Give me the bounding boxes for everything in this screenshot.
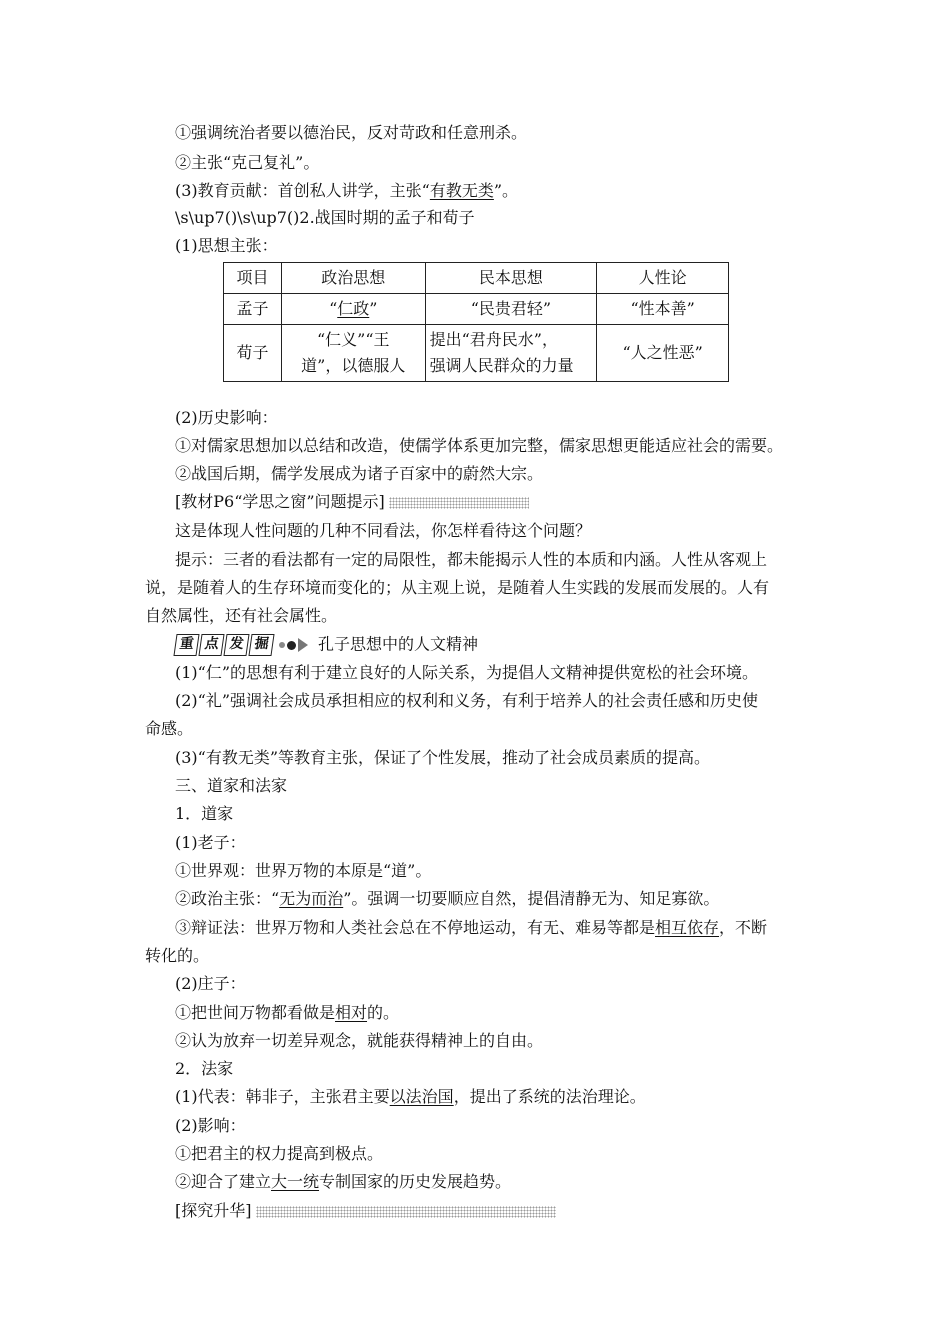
textbook-label: [教材P6“学思之窗”问题提示] <box>175 492 529 512</box>
paragraph: (3)教育贡献：首创私人讲学，主张“有教无类”。 <box>175 181 519 200</box>
thought-table <box>223 262 729 382</box>
table-header-row <box>224 263 729 294</box>
table-row <box>224 294 729 325</box>
paragraph: ①强调统治者要以德治民，反对苛政和任意刑杀。 <box>175 123 528 142</box>
subheading: 2．法家 <box>175 1059 234 1078</box>
subheading: 1．道家 <box>175 804 234 823</box>
paragraph: ②主张“克己复礼”。 <box>175 153 320 172</box>
table-row <box>224 325 729 382</box>
table-header: 项目 <box>224 263 282 294</box>
table-cell: “仁义”“王 道”，以德服人 <box>281 325 425 382</box>
underlined-term: 无为而治 <box>279 889 344 908</box>
table-cell: “人之性恶” <box>597 325 729 382</box>
focus-heading: 重 点 发 掘 孔子思想中的人文精神 <box>175 634 478 656</box>
paragraph: (1)“仁”的思想有利于建立良好的人际关系，为提倡人文精神提供宽松的社会环境。 <box>175 663 759 682</box>
table-header: 民本思想 <box>425 263 597 294</box>
paragraph: 命感。 <box>145 719 194 738</box>
dot-icon <box>287 641 296 650</box>
table-header: 政治思想 <box>281 263 425 294</box>
underlined-term: 大一统 <box>271 1172 320 1191</box>
table-cell: 孟子 <box>224 294 282 325</box>
dot-icon <box>279 642 285 648</box>
table-cell: “民贵君轻” <box>425 294 597 325</box>
table-header: 人性论 <box>597 263 729 294</box>
paragraph: ②战国后期，儒学发展成为诸子百家中的蔚然大宗。 <box>175 464 544 483</box>
paragraph: 自然属性，还有社会属性。 <box>145 606 338 625</box>
underlined-term: 相对 <box>335 1003 368 1022</box>
subheading: (2)影响： <box>175 1116 246 1135</box>
table-cell: 荀子 <box>224 325 282 382</box>
table-cell: “仁政” <box>281 294 425 325</box>
paragraph: 提示：三者的看法都有一定的局限性，都未能揭示人性的本质和内涵。人性从客观上 <box>175 550 768 569</box>
paragraph: 转化的。 <box>145 946 210 965</box>
dotted-rule <box>389 497 529 509</box>
heading: \s\up7()\s\up7()2.战国时期的孟子和荀子 <box>175 208 475 227</box>
paragraph: ②认为放弃一切差异观念，就能获得精神上的自由。 <box>175 1031 544 1050</box>
underlined-term: 仁政 <box>337 299 370 318</box>
section-title: 三、道家和法家 <box>175 776 288 795</box>
paragraph: ①对儒家思想加以总结和改造，使儒学体系更加完整，儒家思想更能适应社会的需要。 <box>175 436 784 455</box>
paragraph: ③辩证法：世界万物和人类社会总在不停地运动，有无、难易等都是相互依存，不断 <box>175 918 768 937</box>
paragraph: ①把世间万物都看做是相对的。 <box>175 1003 400 1022</box>
table-cell: “性本善” <box>597 294 729 325</box>
underlined-term: 相互依存 <box>655 918 720 937</box>
paragraph: 说，是随着人的生存环境而变化的；从主观上说，是随着人生实践的发展而发展的。人有 <box>145 578 770 597</box>
paragraph: ①把君主的权力提高到极点。 <box>175 1144 384 1163</box>
arrow-icon <box>298 638 308 652</box>
paragraph: 这是体现人性问题的几种不同看法，你怎样看待这个问题？ <box>175 521 592 540</box>
paragraph: (3)“有教无类”等教育主张，保证了个性发展，推动了社会成员素质的提高。 <box>175 748 711 767</box>
underlined-term: 以法治国 <box>389 1087 454 1106</box>
subheading: (1)思想主张： <box>175 236 278 255</box>
paragraph: ②迎合了建立大一统专制国家的历史发展趋势。 <box>175 1172 512 1191</box>
paragraph: ①世界观：世界万物的本原是“道”。 <box>175 861 432 880</box>
subheading: (1)老子： <box>175 833 246 852</box>
subheading: (2)历史影响： <box>175 408 278 427</box>
paragraph: ②政治主张：“无为而治”。强调一切要顺应自然，提倡清静无为、知足寡欲。 <box>175 889 720 908</box>
paragraph: (2)“礼”强调社会成员承担相应的权利和义务，有利于培养人的社会责任感和历史使 <box>175 691 759 710</box>
focus-badge: 重 点 发 掘 <box>175 634 308 656</box>
paragraph: (1)代表：韩非子，主张君主要以法治国，提出了系统的法治理论。 <box>175 1087 646 1106</box>
explore-label: [探究升华] <box>175 1201 556 1221</box>
underlined-term: 有教无类 <box>429 181 494 200</box>
subheading: (2)庄子： <box>175 974 246 993</box>
dotted-rule <box>256 1206 556 1218</box>
table-cell: 提出“君舟民水”， 强调人民群众的力量 <box>425 325 597 382</box>
